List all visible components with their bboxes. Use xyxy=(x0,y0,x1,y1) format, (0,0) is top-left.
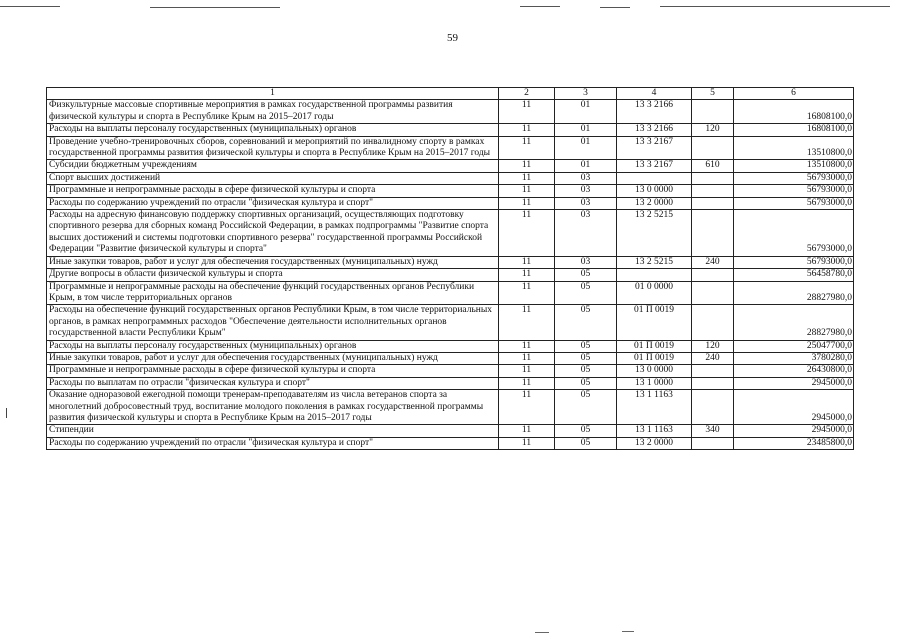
subsection-code: 05 xyxy=(555,340,617,352)
amount-value: 28827980,0 xyxy=(734,281,854,305)
expense-type-code: 240 xyxy=(692,352,734,364)
expense-type-code: 120 xyxy=(692,340,734,352)
section-code: 11 xyxy=(499,136,555,160)
section-code: 11 xyxy=(499,390,555,425)
table-row xyxy=(47,197,854,209)
budget-table xyxy=(46,87,854,450)
expense-item-name: Физкультурные массовые спортивные мероприятия в рамках государственной программы развития физической культуры и спорта в Республике Крым на 2015–2017 годы xyxy=(47,100,499,124)
amount-value: 13510800,0 xyxy=(734,160,854,172)
expense-type-code xyxy=(692,136,734,160)
expense-type-code xyxy=(692,390,734,425)
subsection-code: 03 xyxy=(555,185,617,197)
table-row xyxy=(47,390,854,425)
scan-top-edge xyxy=(0,0,905,12)
section-code: 11 xyxy=(499,172,555,184)
column-header: 5 xyxy=(692,88,734,100)
target-article-code: 13 1 0000 xyxy=(617,377,692,389)
target-article-code: 01 П 0019 xyxy=(617,352,692,364)
expense-item-name: Расходы на адресную финансовую поддержку спортивных организаций, осуществляющих подготовку спортивного резерва для сборных команд Российской Федерации, в рамках подпрограммы "Развитие спорта высших достижений и системы подготовки спортивного резерва" государственной программы Российской Федерации "Развитие физической культуры и спорта" xyxy=(47,210,499,257)
expense-item-name: Программные и непрограммные расходы в сфере физической культуры и спорта xyxy=(47,365,499,377)
subsection-code: 03 xyxy=(555,172,617,184)
expense-type-code xyxy=(692,210,734,257)
expense-item-name: Иные закупки товаров, работ и услуг для обеспечения государственных (муниципальных) нужд xyxy=(47,352,499,364)
section-code: 11 xyxy=(499,340,555,352)
section-code: 11 xyxy=(499,437,555,449)
column-header: 4 xyxy=(617,88,692,100)
scan-side-mark xyxy=(6,408,7,418)
table-row xyxy=(47,172,854,184)
amount-value: 2945000,0 xyxy=(734,390,854,425)
subsection-code: 01 xyxy=(555,136,617,160)
section-code: 11 xyxy=(499,425,555,437)
target-article-code: 01 П 0019 xyxy=(617,340,692,352)
target-article-code: 13 0 0000 xyxy=(617,185,692,197)
amount-value: 13510800,0 xyxy=(734,136,854,160)
expense-item-name: Расходы по выплатам по отрасли "физическая культура и спорт" xyxy=(47,377,499,389)
target-article-code: 13 2 0000 xyxy=(617,437,692,449)
table-row xyxy=(47,352,854,364)
amount-value: 56793000,0 xyxy=(734,172,854,184)
expense-item-name: Расходы на выплаты персоналу государственных (муниципальных) органов xyxy=(47,340,499,352)
expense-type-code: 240 xyxy=(692,256,734,268)
expense-type-code xyxy=(692,185,734,197)
section-code: 11 xyxy=(499,269,555,281)
table-row xyxy=(47,160,854,172)
table-row xyxy=(47,100,854,124)
subsection-code: 05 xyxy=(555,352,617,364)
table-row xyxy=(47,210,854,257)
target-article-code: 01 0 0000 xyxy=(617,281,692,305)
table-row xyxy=(47,365,854,377)
target-article-code: 13 1 1163 xyxy=(617,425,692,437)
subsection-code: 01 xyxy=(555,124,617,136)
expense-item-name: Программные и непрограммные расходы в сфере физической культуры и спорта xyxy=(47,185,499,197)
table-row xyxy=(47,281,854,305)
expense-type-code xyxy=(692,377,734,389)
expense-type-code xyxy=(692,281,734,305)
target-article-code: 13 0 0000 xyxy=(617,365,692,377)
amount-value: 56793000,0 xyxy=(734,256,854,268)
amount-value: 28827980,0 xyxy=(734,305,854,340)
subsection-code: 03 xyxy=(555,197,617,209)
page-number: 59 xyxy=(447,32,458,44)
column-header: 3 xyxy=(555,88,617,100)
table-row xyxy=(47,185,854,197)
subsection-code: 01 xyxy=(555,100,617,124)
amount-value: 23485800,0 xyxy=(734,437,854,449)
target-article-code: 13 3 2166 xyxy=(617,124,692,136)
section-code: 11 xyxy=(499,210,555,257)
subsection-code: 05 xyxy=(555,305,617,340)
expense-type-code xyxy=(692,197,734,209)
table-row xyxy=(47,377,854,389)
section-code: 11 xyxy=(499,352,555,364)
amount-value: 56793000,0 xyxy=(734,197,854,209)
section-code: 11 xyxy=(499,305,555,340)
table-row xyxy=(47,124,854,136)
table-row xyxy=(47,136,854,160)
table-row xyxy=(47,340,854,352)
table-row xyxy=(47,256,854,268)
target-article-code: 13 2 5215 xyxy=(617,256,692,268)
target-article-code: 01 П 0019 xyxy=(617,305,692,340)
amount-value: 26430800,0 xyxy=(734,365,854,377)
expense-type-code: 610 xyxy=(692,160,734,172)
expense-type-code xyxy=(692,269,734,281)
subsection-code: 05 xyxy=(555,437,617,449)
section-code: 11 xyxy=(499,185,555,197)
expense-item-name: Оказание одноразовой ежегодной помощи тренерам-преподавателям из числа ветеранов спорта за многолетний добросовестный труд, воспитание молодого поколения в рамках государственной программы развития физической культуры и спорта в Республике Крым на 2015–2017 годы xyxy=(47,390,499,425)
section-code: 11 xyxy=(499,365,555,377)
section-code: 11 xyxy=(499,281,555,305)
target-article-code: 13 2 5215 xyxy=(617,210,692,257)
section-code: 11 xyxy=(499,377,555,389)
subsection-code: 01 xyxy=(555,160,617,172)
subsection-code: 05 xyxy=(555,269,617,281)
expense-type-code xyxy=(692,365,734,377)
target-article-code: 13 1 1163 xyxy=(617,390,692,425)
expense-item-name: Стипендии xyxy=(47,425,499,437)
table-header-row xyxy=(47,88,854,100)
subsection-code: 05 xyxy=(555,281,617,305)
expense-type-code: 120 xyxy=(692,124,734,136)
expense-type-code xyxy=(692,172,734,184)
section-code: 11 xyxy=(499,124,555,136)
section-code: 11 xyxy=(499,256,555,268)
expense-item-name: Другие вопросы в области физической культуры и спорта xyxy=(47,269,499,281)
column-header: 2 xyxy=(499,88,555,100)
target-article-code xyxy=(617,269,692,281)
section-code: 11 xyxy=(499,160,555,172)
expense-item-name: Расходы по содержанию учреждений по отрасли "физическая культура и спорт" xyxy=(47,437,499,449)
subsection-code: 05 xyxy=(555,365,617,377)
amount-value: 16808100,0 xyxy=(734,100,854,124)
table-row xyxy=(47,269,854,281)
amount-value: 16808100,0 xyxy=(734,124,854,136)
expense-item-name: Иные закупки товаров, работ и услуг для обеспечения государственных (муниципальных) нужд xyxy=(47,256,499,268)
expense-type-code xyxy=(692,305,734,340)
expense-item-name: Расходы на обеспечение функций государственных органов Республики Крым, в том числе территориальных органов, в рамках непрограммных расходов "Обеспечение деятельности исполнительных органов государственной власти Республики Крым" xyxy=(47,305,499,340)
expense-item-name: Расходы на выплаты персоналу государственных (муниципальных) органов xyxy=(47,124,499,136)
amount-value: 2945000,0 xyxy=(734,425,854,437)
subsection-code: 05 xyxy=(555,377,617,389)
amount-value: 56458780,0 xyxy=(734,269,854,281)
expense-type-code xyxy=(692,437,734,449)
section-code: 11 xyxy=(499,197,555,209)
table-row xyxy=(47,425,854,437)
column-header: 6 xyxy=(734,88,854,100)
amount-value: 2945000,0 xyxy=(734,377,854,389)
amount-value: 56793000,0 xyxy=(734,185,854,197)
expense-item-name: Субсидии бюджетным учреждениям xyxy=(47,160,499,172)
table-row xyxy=(47,437,854,449)
amount-value: 56793000,0 xyxy=(734,210,854,257)
table-row xyxy=(47,305,854,340)
scan-bottom-edge xyxy=(0,628,905,638)
target-article-code: 13 3 2167 xyxy=(617,160,692,172)
column-header: 1 xyxy=(47,88,499,100)
subsection-code: 05 xyxy=(555,425,617,437)
expense-item-name: Спорт высших достижений xyxy=(47,172,499,184)
expense-item-name: Расходы по содержанию учреждений по отрасли "физическая культура и спорт" xyxy=(47,197,499,209)
target-article-code: 13 3 2166 xyxy=(617,100,692,124)
target-article-code: 13 2 0000 xyxy=(617,197,692,209)
amount-value: 25047700,0 xyxy=(734,340,854,352)
expense-type-code: 340 xyxy=(692,425,734,437)
expense-type-code xyxy=(692,100,734,124)
target-article-code xyxy=(617,172,692,184)
subsection-code: 03 xyxy=(555,210,617,257)
expense-item-name: Проведение учебно-тренировочных сборов, соревнований и мероприятий по инвалидному спорту в рамках государственной программы развития физической культуры и спорта в Республике Крым на 2015–2017 годы xyxy=(47,136,499,160)
amount-value: 3780280,0 xyxy=(734,352,854,364)
subsection-code: 05 xyxy=(555,390,617,425)
subsection-code: 03 xyxy=(555,256,617,268)
section-code: 11 xyxy=(499,100,555,124)
target-article-code: 13 3 2167 xyxy=(617,136,692,160)
expense-item-name: Программные и непрограммные расходы на обеспечение функций государственных органов Республики Крым, в том числе территориальных органов xyxy=(47,281,499,305)
